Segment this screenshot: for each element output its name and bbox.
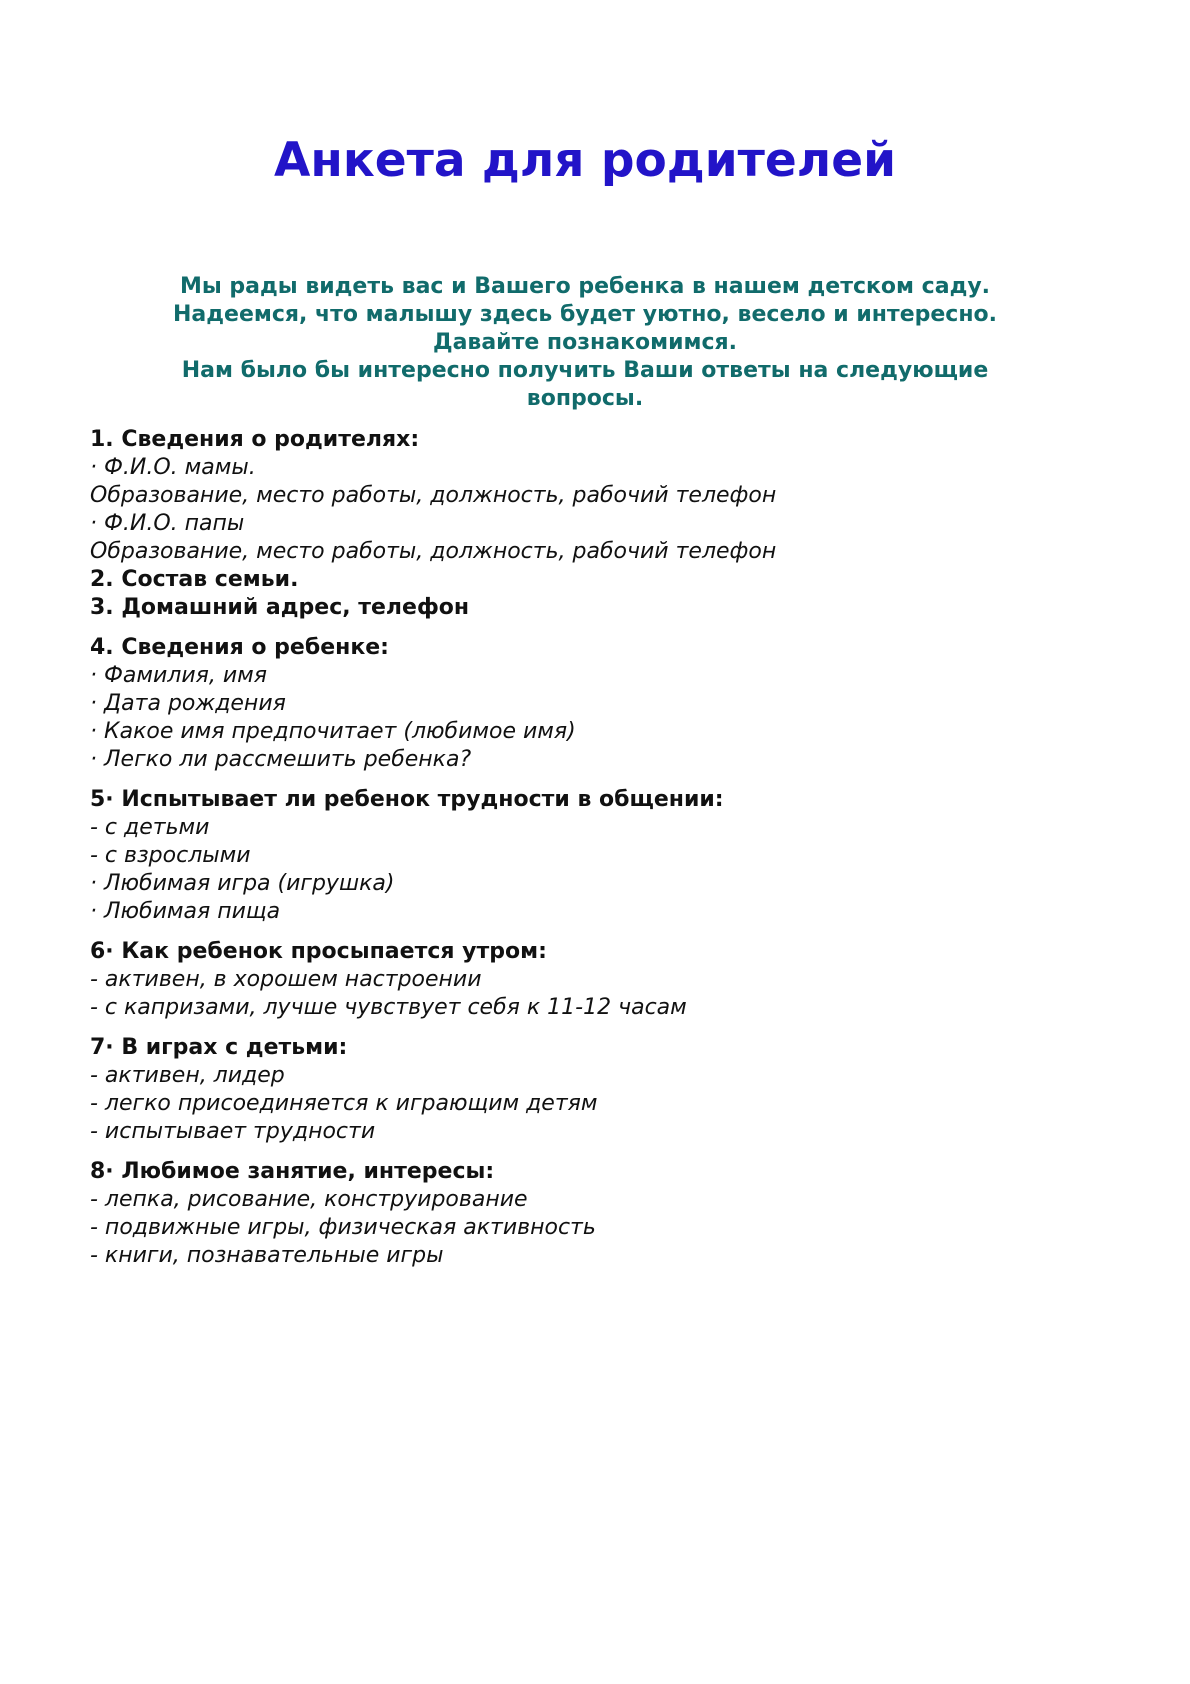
section-family — [90, 566, 1090, 594]
section-heading: 7· В играх с детьми: — [90, 1035, 348, 1060]
section-morning — [90, 938, 1090, 1022]
list-item: · Дата рождения — [90, 691, 286, 716]
list-item: · Ф.И.О. папы — [90, 511, 245, 536]
section-heading: 8· Любимое занятие, интересы: — [90, 1159, 495, 1184]
section-heading: 3. Домашний адрес, телефон — [90, 595, 470, 620]
intro-line: вопросы. — [526, 386, 644, 411]
section-parents — [90, 426, 1090, 566]
list-item: · Любимая пища — [90, 899, 281, 924]
section-heading: 4. Сведения о ребенке: — [90, 635, 389, 660]
section-heading: 2. Состав семьи. — [90, 567, 299, 592]
list-item: - с взрослыми — [90, 843, 251, 868]
section-communication — [90, 786, 1090, 926]
page-title: Анкета для родителей — [273, 133, 897, 188]
list-item: · Легко ли рассмешить ребенка? — [90, 747, 472, 772]
list-item: - книги, познавательные игры — [90, 1243, 444, 1268]
list-item: - лепка, рисование, конструирование — [90, 1187, 528, 1212]
intro-line: Давайте познакомимся. — [432, 330, 738, 355]
section-child — [90, 634, 1090, 774]
section-interests — [90, 1158, 1090, 1270]
list-item: · Фамилия, имя — [90, 663, 268, 688]
intro-text — [90, 273, 1080, 413]
section-heading: 6· Как ребенок просыпается утром: — [90, 939, 547, 964]
list-item: · Любимая игра (игрушка) — [90, 871, 395, 896]
list-item: · Ф.И.О. мамы. — [90, 455, 256, 480]
list-item: · Какое имя предпочитает (любимое имя) — [90, 719, 576, 744]
list-item: Образование, место работы, должность, рабочий телефон — [90, 539, 777, 564]
list-item: - подвижные игры, физическая активность — [90, 1215, 596, 1240]
intro-line: Нам было бы интересно получить Ваши ответы на следующие — [181, 358, 989, 383]
questionnaire — [90, 426, 1090, 1282]
intro-line: Надеемся, что малышу здесь будет уютно, весело и интересно. — [173, 302, 997, 327]
intro-line: Мы рады видеть вас и Вашего ребенка в нашем детском саду. — [179, 274, 991, 299]
section-heading: 5· Испытывает ли ребенок трудности в общении: — [90, 787, 724, 812]
section-games — [90, 1034, 1090, 1146]
list-item: - активен, лидер — [90, 1063, 285, 1088]
section-address — [90, 594, 1090, 622]
list-item: - с капризами, лучше чувствует себя к 11-12 часам — [90, 995, 687, 1020]
list-item: - легко присоединяется к играющим детям — [90, 1091, 598, 1116]
section-heading: 1. Сведения о родителях: — [90, 427, 420, 452]
list-item: - с детьми — [90, 815, 210, 840]
list-item: Образование, место работы, должность, рабочий телефон — [90, 483, 777, 508]
list-item: - испытывает трудности — [90, 1119, 376, 1144]
list-item: - активен, в хорошем настроении — [90, 967, 482, 992]
